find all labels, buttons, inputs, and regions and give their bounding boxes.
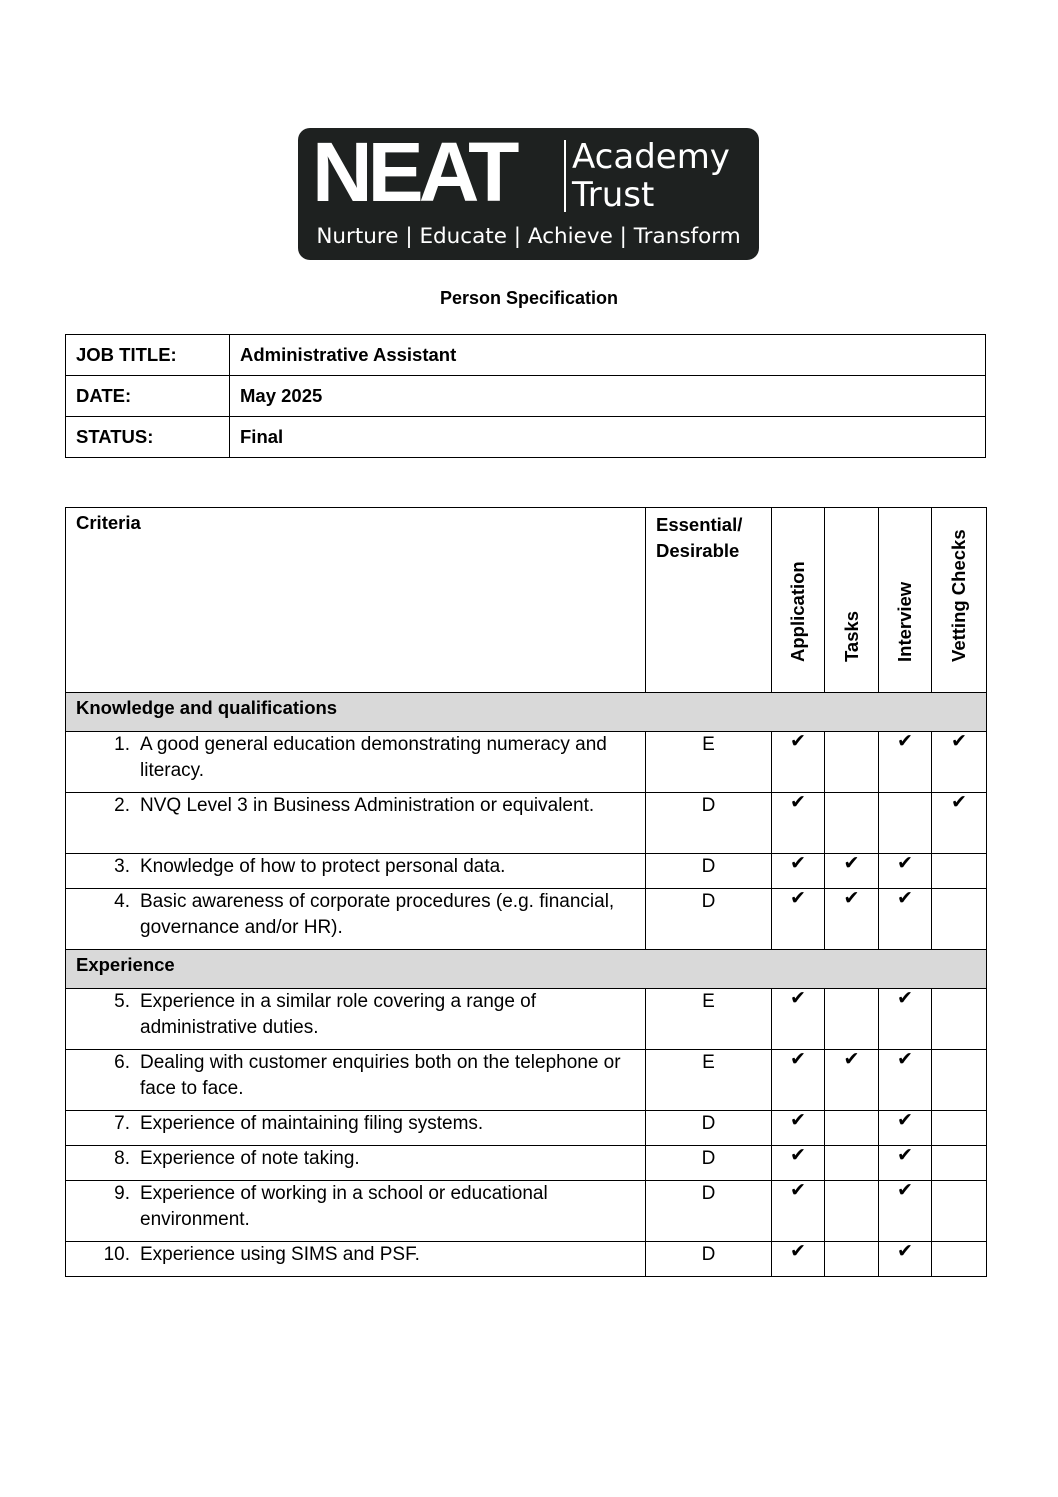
criteria-cell — [66, 1242, 646, 1277]
logo-word-trust: Trust — [572, 175, 655, 215]
tasks-cell — [825, 1111, 879, 1146]
criteria-number: 2. — [114, 795, 130, 816]
criteria-text: Basic awareness of corporate procedures (e.g. financial, governance and/or HR). — [140, 891, 615, 938]
info-value: Final — [230, 417, 986, 458]
criteria-number: 10. — [103, 1244, 130, 1265]
criteria-number: 5. — [114, 991, 130, 1012]
table-row — [66, 1242, 987, 1277]
tasks-cell — [825, 1050, 879, 1111]
criteria-item — [66, 1181, 645, 1233]
essential-desirable-cell: D — [646, 1146, 772, 1181]
criteria-cell — [66, 854, 646, 889]
info-label: JOB TITLE: — [66, 335, 230, 376]
check-icon: ✔ — [790, 888, 806, 909]
application-cell — [772, 1242, 825, 1277]
check-icon: ✔ — [897, 1049, 913, 1070]
essential-desirable-cell: D — [646, 1111, 772, 1146]
interview-cell — [879, 732, 932, 793]
info-label: DATE: — [66, 376, 230, 417]
check-icon: ✔ — [897, 1241, 913, 1262]
criteria-item — [66, 1146, 645, 1172]
table-row — [66, 1181, 987, 1242]
header-interview: Interview — [894, 581, 915, 662]
application-cell — [772, 889, 825, 950]
criteria-item — [66, 889, 645, 941]
criteria-text: Knowledge of how to protect personal data. — [140, 856, 506, 877]
essential-desirable-cell: D — [646, 1242, 772, 1277]
check-icon: ✔ — [897, 853, 913, 874]
vetting-cell — [932, 1050, 987, 1111]
criteria-number: 7. — [114, 1113, 130, 1134]
person-specification-table — [65, 507, 987, 1277]
check-icon: ✔ — [843, 1049, 860, 1070]
check-icon: ✔ — [897, 1145, 913, 1166]
neat-academy-trust-logo — [298, 125, 759, 260]
application-cell — [772, 732, 825, 793]
info-row-status — [66, 417, 986, 458]
application-cell — [772, 1146, 825, 1181]
criteria-cell — [66, 732, 646, 793]
criteria-cell — [66, 1181, 646, 1242]
check-icon: ✔ — [790, 853, 806, 874]
application-cell — [772, 989, 825, 1050]
criteria-text: Experience in a similar role covering a range of administrative duties. — [140, 991, 537, 1038]
criteria-number: 1. — [114, 734, 130, 755]
header-interview-cell — [879, 508, 932, 693]
vetting-cell — [932, 793, 987, 854]
check-icon: ✔ — [897, 988, 913, 1009]
interview-cell — [879, 793, 932, 854]
table-row — [66, 732, 987, 793]
vetting-cell — [932, 854, 987, 889]
info-value: May 2025 — [230, 376, 986, 417]
criteria-number: 3. — [114, 856, 130, 877]
criteria-text: A good general education demonstrating numeracy and literacy. — [140, 734, 607, 781]
check-icon: ✔ — [790, 1049, 806, 1070]
criteria-item — [66, 793, 645, 819]
essential-desirable-cell: E — [646, 732, 772, 793]
header-application-cell — [772, 508, 825, 693]
table-row — [66, 854, 987, 889]
interview-cell — [879, 854, 932, 889]
vetting-cell — [932, 1181, 987, 1242]
logo-separator — [564, 140, 566, 212]
criteria-cell — [66, 1111, 646, 1146]
tasks-cell — [825, 1146, 879, 1181]
criteria-cell — [66, 989, 646, 1050]
vetting-cell — [932, 989, 987, 1050]
header-vetting-checks: Vetting Checks — [948, 529, 969, 662]
application-cell — [772, 1181, 825, 1242]
check-icon: ✔ — [790, 988, 806, 1009]
application-cell — [772, 854, 825, 889]
essential-desirable-cell: E — [646, 989, 772, 1050]
tasks-cell — [825, 793, 879, 854]
interview-cell — [879, 889, 932, 950]
table-row — [66, 1111, 987, 1146]
check-icon: ✔ — [897, 888, 913, 909]
header-vetting-cell — [932, 508, 987, 693]
interview-cell — [879, 1181, 932, 1242]
table-header-row — [66, 508, 987, 693]
criteria-cell — [66, 889, 646, 950]
check-icon: ✔ — [897, 731, 913, 752]
essential-desirable-cell: E — [646, 1050, 772, 1111]
criteria-item — [66, 989, 645, 1041]
job-info-table — [65, 334, 986, 458]
section-row — [66, 693, 987, 732]
interview-cell — [879, 989, 932, 1050]
info-row-date — [66, 376, 986, 417]
tasks-cell — [825, 1181, 879, 1242]
criteria-item — [66, 732, 645, 784]
header-tasks-cell — [825, 508, 879, 693]
header-criteria: Criteria — [66, 508, 646, 693]
criteria-text: Experience of working in a school or educational environment. — [140, 1183, 548, 1230]
criteria-number: 9. — [114, 1183, 130, 1204]
check-icon: ✔ — [897, 1180, 913, 1201]
application-cell — [772, 793, 825, 854]
check-icon: ✔ — [790, 731, 806, 752]
info-label: STATUS: — [66, 417, 230, 458]
criteria-item — [66, 854, 645, 880]
document-title: Person Specification — [439, 288, 619, 308]
criteria-text: Experience of note taking. — [140, 1148, 360, 1169]
tasks-cell — [825, 1242, 879, 1277]
info-row-job-title — [66, 335, 986, 376]
essential-desirable-cell: D — [646, 793, 772, 854]
vetting-cell — [932, 732, 987, 793]
application-cell — [772, 1050, 825, 1111]
check-icon: ✔ — [843, 853, 860, 874]
interview-cell — [879, 1146, 932, 1181]
criteria-number: 6. — [114, 1052, 130, 1073]
criteria-text: Dealing with customer enquiries both on the telephone or face to face. — [140, 1052, 621, 1099]
criteria-cell — [66, 1146, 646, 1181]
criteria-cell — [66, 793, 646, 854]
logo-tagline: Nurture | Educate | Achieve | Transform — [316, 224, 741, 249]
check-icon: ✔ — [790, 1110, 806, 1131]
table-row — [66, 889, 987, 950]
info-value: Administrative Assistant — [230, 335, 986, 376]
application-cell — [772, 1111, 825, 1146]
section-title: Experience — [66, 950, 987, 989]
essential-desirable-cell: D — [646, 889, 772, 950]
header-essential-desirable: Essential/ Desirable — [646, 508, 772, 693]
criteria-number: 8. — [114, 1148, 130, 1169]
essential-desirable-cell: D — [646, 1181, 772, 1242]
criteria-item — [66, 1111, 645, 1137]
check-icon: ✔ — [951, 792, 967, 813]
vetting-cell — [932, 1242, 987, 1277]
interview-cell — [879, 1050, 932, 1111]
criteria-item — [66, 1050, 645, 1102]
table-row — [66, 1050, 987, 1111]
essential-desirable-cell: D — [646, 854, 772, 889]
vetting-cell — [932, 889, 987, 950]
header-tasks: Tasks — [840, 610, 862, 662]
criteria-text: NVQ Level 3 in Business Administration or equivalent. — [140, 795, 595, 816]
check-icon: ✔ — [790, 1180, 806, 1201]
check-icon: ✔ — [790, 1145, 806, 1166]
check-icon: ✔ — [897, 1110, 913, 1131]
tasks-cell — [825, 732, 879, 793]
table-row — [66, 989, 987, 1050]
header-application: Application — [787, 561, 808, 662]
criteria-cell — [66, 1050, 646, 1111]
logo-word-academy: Academy — [572, 137, 730, 177]
table-row — [66, 793, 987, 854]
table-row — [66, 1146, 987, 1181]
logo-mark: NEAT — [312, 125, 515, 219]
section-title: Knowledge and qualifications — [66, 693, 987, 732]
check-icon: ✔ — [951, 731, 967, 752]
check-icon: ✔ — [843, 888, 860, 909]
interview-cell — [879, 1242, 932, 1277]
tasks-cell — [825, 889, 879, 950]
check-icon: ✔ — [790, 792, 806, 813]
criteria-text: Experience using SIMS and PSF. — [140, 1244, 420, 1265]
section-row — [66, 950, 987, 989]
criteria-number: 4. — [114, 891, 130, 912]
criteria-text: Experience of maintaining filing systems. — [140, 1113, 484, 1134]
interview-cell — [879, 1111, 932, 1146]
vetting-cell — [932, 1111, 987, 1146]
criteria-item — [66, 1242, 645, 1268]
tasks-cell — [825, 989, 879, 1050]
check-icon: ✔ — [790, 1241, 806, 1262]
vetting-cell — [932, 1146, 987, 1181]
tasks-cell — [825, 854, 879, 889]
